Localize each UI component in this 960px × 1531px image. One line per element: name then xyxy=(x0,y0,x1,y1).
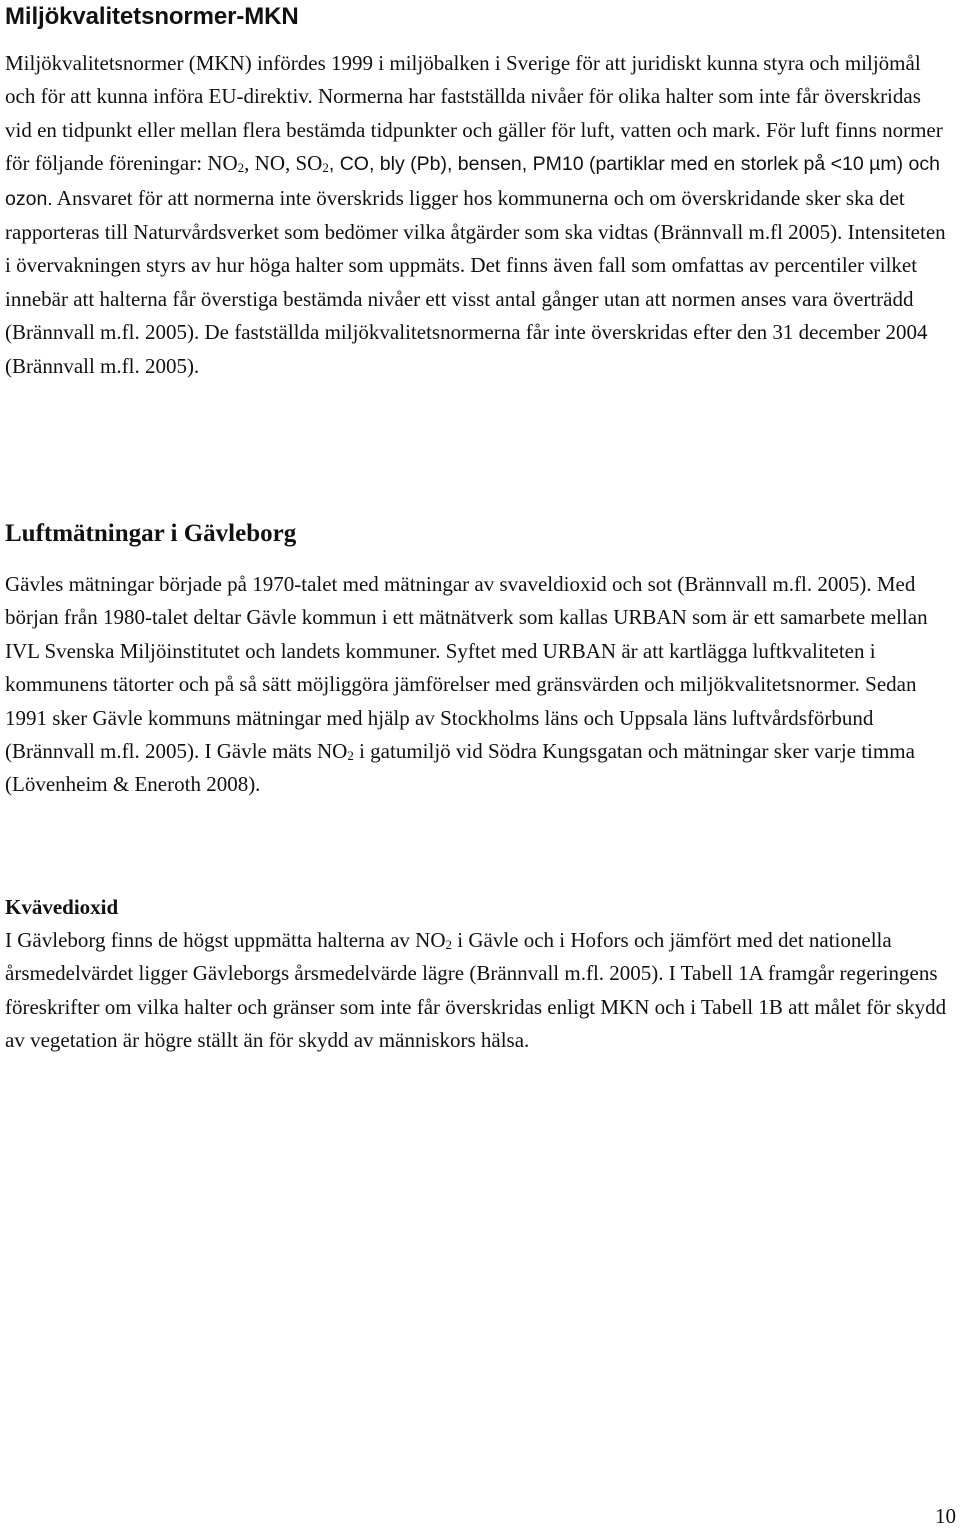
paragraph-luftmatningar xyxy=(5,568,950,802)
paragraph-kvavedioxid xyxy=(5,924,955,1058)
section-heading-mkn: Miljökvalitetsnormer-MKN xyxy=(5,3,299,30)
subscript: 2 xyxy=(445,937,452,952)
paragraph-text-sans: , CO, bly (Pb), bensen, PM10 (partiklar med en storlek på <10 µm) och ozon. xyxy=(5,153,940,210)
page-number: 10 xyxy=(935,1504,956,1528)
paragraph-text: Gävles mätningar började på 1970-talet med mätningar av svaveldioxid och sot (Brännvall m.fl. 2005). Med början från 1980-talet deltar Gävle kommun i ett mätnätverk som kallas URBAN som är ett samarbete mellan IVL Svenska Miljöinstitutet och landets kommuner. Syftet med URBAN är att kartlägga luftkvaliteten i kommunens tätorter och på så sätt möjliggöra jämförelser med gränsvärden och miljökvalitetsnormer. Sedan 1991 sker Gävle kommuns mätningar med hjälp av Stockholms läns och Uppsala läns luftvårdsförbund (Brännvall m.fl. 2005). I Gävle mäts NO xyxy=(5,572,928,764)
subsection-heading-kvavedioxid: Kvävedioxid xyxy=(5,895,119,919)
paragraph-text: , NO, SO xyxy=(244,151,323,176)
subscript: 2 xyxy=(237,160,245,176)
paragraph-text: Ansvaret för att normerna inte överskrids ligger hos kommunerna och om överskridande sker ska det rapporteras till Naturvårdsverket som bedömer vilka åtgärder som ska vidtas (Brännvall m.fl 2005). Intensiteten i övervakningen styrs av hur höga halter som uppmäts. Det finns även fall som omfattas av percentiler vilket innebär att halterna får överstiga bestämda nivåer ett visst antal gånger utan att normen anses vara överträdd (Brännvall m.fl. 2005). De fastställda miljökvalitetsnormerna får inte överskridas efter den 31 december 2004 (Brännvall m.fl. 2005). xyxy=(5,185,946,378)
paragraph-text: i Gävle och i Hofors och jämfört med det nationella årsmedelvärdet ligger Gävleborgs årsmedelvärde lägre (Brännvall m.fl. 2005). I Tabell 1A framgår regeringens föreskrifter om vilka halter och gränser som inte får överskridas enligt MKN och i Tabell 1B att målet för skydd av vegetation är högre ställt än för skydd av människors hälsa. xyxy=(5,928,947,1053)
paragraph-text: i gatumiljö vid Södra Kungsgatan och mätningar sker varje timma (Lövenheim & Eneroth 2008). xyxy=(5,739,915,797)
subscript: 2 xyxy=(347,748,354,764)
section-heading-luftmatningar: Luftmätningar i Gävleborg xyxy=(5,520,297,547)
subscript: 2 xyxy=(322,160,329,176)
paragraph-mkn xyxy=(5,47,950,383)
paragraph-text: I Gävleborg finns de högst uppmätta halterna av NO xyxy=(5,928,446,952)
paragraph-text: Miljökvalitetsnormer (MKN) infördes 1999 i miljöbalken i Sverige för att juridiskt kunna styra och miljömål och för att kunna införa EU-direktiv. Normerna har fastställda nivåer för olika halter som inte får överskridas vid en tidpunkt eller mellan flera bestämda tidpunkter och gäller för luft, vatten och mark. För luft finns normer för följande föreningar: NO xyxy=(5,51,943,176)
